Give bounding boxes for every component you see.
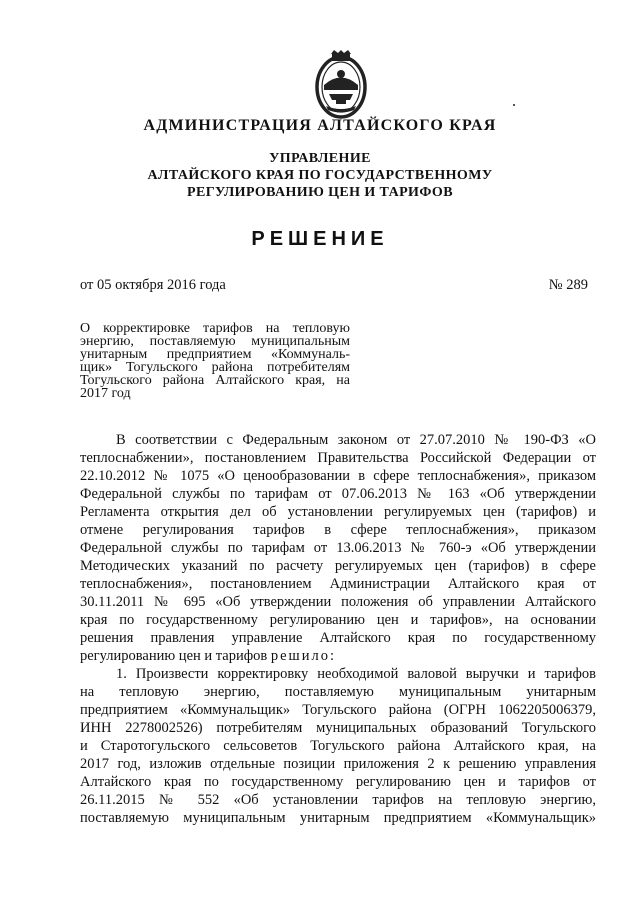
subject-line: энергию, поставляемую муниципальным: [80, 334, 350, 349]
body-line: Федеральной службы по тарифам от 13.06.2013 № 760-э «Об утверждении: [80, 540, 596, 556]
body-line: на тепловую энергию, поставляемую муниципальным унитарным: [80, 684, 596, 700]
organization-name: АДМИНИСТРАЦИЯ АЛТАЙСКОГО КРАЯ: [143, 117, 497, 134]
department-line: АЛТАЙСКОГО КРАЯ ПО ГОСУДАРСТВЕННОМУ: [147, 168, 493, 183]
decided-word: решило:: [270, 648, 336, 664]
body-line: 2017 год, изложив отдельные позиции приложения 2 к решению управления: [80, 756, 596, 772]
body-line: теплоснабжении», постановлением Правительства Российской Федерации от: [80, 450, 596, 466]
subject-line: Тогульского района Алтайского края, на: [80, 373, 350, 388]
document-number: № 289: [548, 277, 588, 293]
department-name: [0, 150, 640, 201]
body-line: и Старотогульского сельсоветов Тогульского района Алтайского края, на: [80, 738, 596, 754]
document-date: от 05 октября 2016 года: [80, 277, 226, 293]
body-line-text: регулированию цен и тарифов: [80, 648, 268, 664]
body-line: ИНН 2278002526) потребителям муниципальных образований Тогульского: [80, 720, 596, 736]
body-line: края по государственному регулированию цен и тарифов», на основании: [80, 612, 596, 628]
department-line: РЕГУЛИРОВАНИЮ ЦЕН И ТАРИФОВ: [187, 185, 453, 200]
subject-line: щик» Тогульского района потребителям: [80, 360, 350, 375]
body-line: Федеральной службы по тарифам от 07.06.2013 № 163 «Об утверждении: [80, 486, 596, 502]
body-line: поставляемую муниципальным унитарным предприятием «Коммунальщик»: [80, 810, 596, 826]
document-body: [80, 431, 596, 827]
body-line: Регламента открытия дел об установлении регулируемых цен (тарифов) и: [80, 504, 596, 520]
speck: [513, 104, 515, 106]
body-line: решения правления управление Алтайского края по государственному: [80, 630, 596, 646]
document-subject: [80, 322, 350, 400]
body-line: 30.11.2011 № 695 «Об утверждении положения об управлении Алтайского: [80, 594, 596, 610]
body-line: В соответствии с Федеральным законом от 27.07.2010 № 190-ФЗ «О: [116, 432, 596, 448]
body-line: Алтайского края по государственному регулированию цен и тарифов от: [80, 774, 596, 790]
body-line: [80, 647, 596, 665]
subject-line: 2017 год: [80, 386, 131, 401]
body-line: Методических указаний по расчету регулируемых цен (тарифов) в сфере: [80, 558, 596, 574]
department-line: УПРАВЛЕНИЕ: [269, 151, 371, 166]
body-line: 22.10.2012 № 1075 «О ценообразовании в сфере теплоснабжения», приказом: [80, 468, 596, 484]
body-line: 26.11.2015 № 552 «Об установлении тарифов на тепловую энергию,: [80, 792, 596, 808]
subject-line: О корректировке тарифов на тепловую: [80, 321, 350, 336]
document-type-title: РЕШЕНИЕ: [251, 228, 389, 250]
body-line: предприятием «Коммунальщик» Тогульского района (ОГРН 1062205006379,: [80, 702, 596, 718]
subject-line: унитарным предприятием «Коммуналь-: [80, 347, 350, 362]
body-line: теплоснабжения», постановлением Администрации Алтайского края от: [80, 576, 596, 592]
body-line: отмене регулирования тарифов в сфере теплоснабжения», приказом: [80, 522, 596, 538]
body-line: 1. Произвести корректировку необходимой валовой выручки и тарифов: [116, 666, 596, 682]
coat-of-arms-emblem: [312, 50, 370, 120]
